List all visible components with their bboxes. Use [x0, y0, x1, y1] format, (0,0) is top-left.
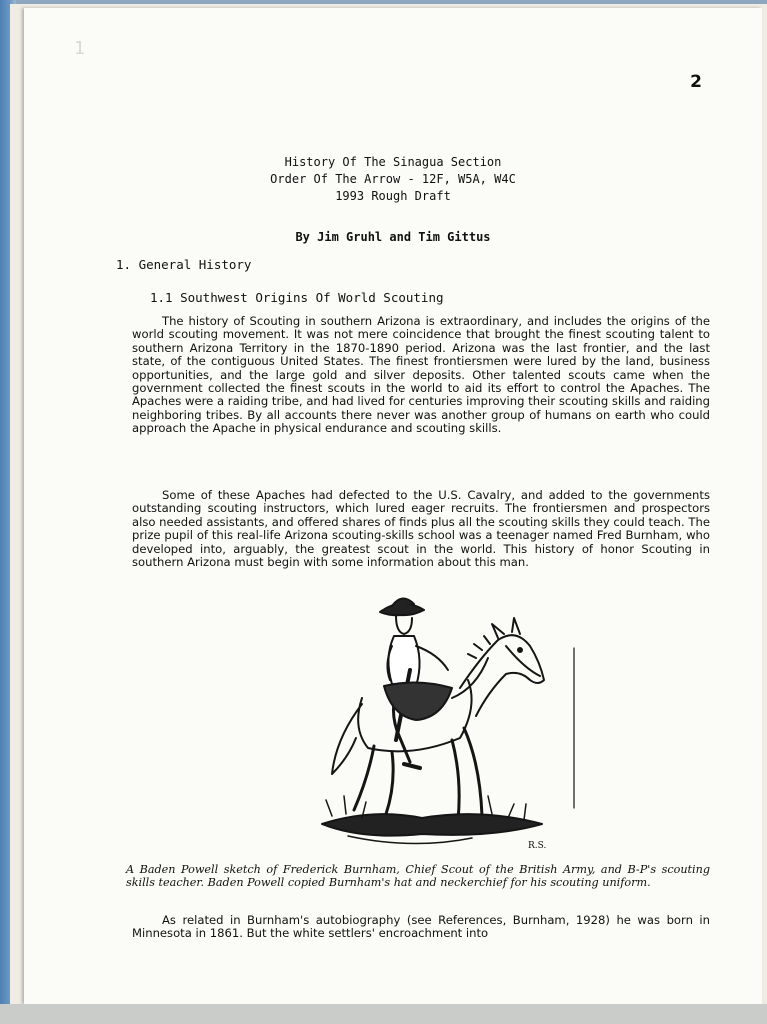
- paragraph-1: The history of Scouting in southern Arizona is extraordinary, and includes the origins of the world scouting movement. It was not mere coincidence that brought the finest scouting talent to southern Arizona Territory in the 1870-1890 period. Arizona was the last frontier, and the last state, of the contiguous United States. The finest frontiersmen were lured by the land, business opportunities, and the large gold and silver deposits. Other talented scouts came when the government collected the finest scouts in the world to aid its effort to control the Apaches. The Apaches were a raiding tribe, and had lived for centuries improving their scouting skills and raiding neighboring tribes. By all accounts there never was another group of humans on earth who could approach the Apache in physical endurance and scouting skills.: [132, 314, 710, 436]
- document-page: [24, 8, 762, 1004]
- paragraph-2: Some of these Apaches had defected to the U.S. Cavalry, and added to the governments outstanding scouting instructors, which lured eager recruits. The frontiersmen and prospectors also needed assistants, and offered shares of finds plus all the scouting skills they could teach. The prize pupil of this real-life Arizona scouting-skills school was a teenager named Fred Burnham, who developed into, arguably, the greatest scout in the world. This history of honor Scouting in southern Arizona must begin with some information about this man.: [132, 488, 710, 570]
- signature-mark: R.S.: [528, 841, 547, 851]
- title-line-2: Order Of The Arrow - 12F, W5A, W4C: [270, 172, 516, 186]
- section-heading-1-1: 1.1 Southwest Origins Of World Scouting: [150, 290, 444, 305]
- title-line-3: 1993 Rough Draft: [335, 189, 451, 203]
- title-line-1: History Of The Sinagua Section: [284, 155, 502, 169]
- section-heading-1: 1. General History: [116, 257, 252, 272]
- sketch-caption: A Baden Powell sketch of Frederick Burnham, Chief Scout of the British Army, and B-P's scouting skills teacher. Baden Powell copied Burnham's hat and neckerchief for his scouting uniform.: [126, 863, 710, 890]
- burnham-sketch-illustration: [292, 588, 592, 863]
- paragraph-3: As related in Burnham's autobiography (see References, Burnham, 1928) he was born in Minnesota in 1861. But the white settlers' encroachment into: [132, 913, 710, 941]
- scan-bottom-edge: [0, 1004, 767, 1024]
- document-header: [24, 154, 762, 205]
- page-number: 2: [690, 72, 702, 92]
- bleed-through-mark: 1: [74, 38, 86, 59]
- authors: By Jim Gruhl and Tim Gittus: [295, 230, 491, 244]
